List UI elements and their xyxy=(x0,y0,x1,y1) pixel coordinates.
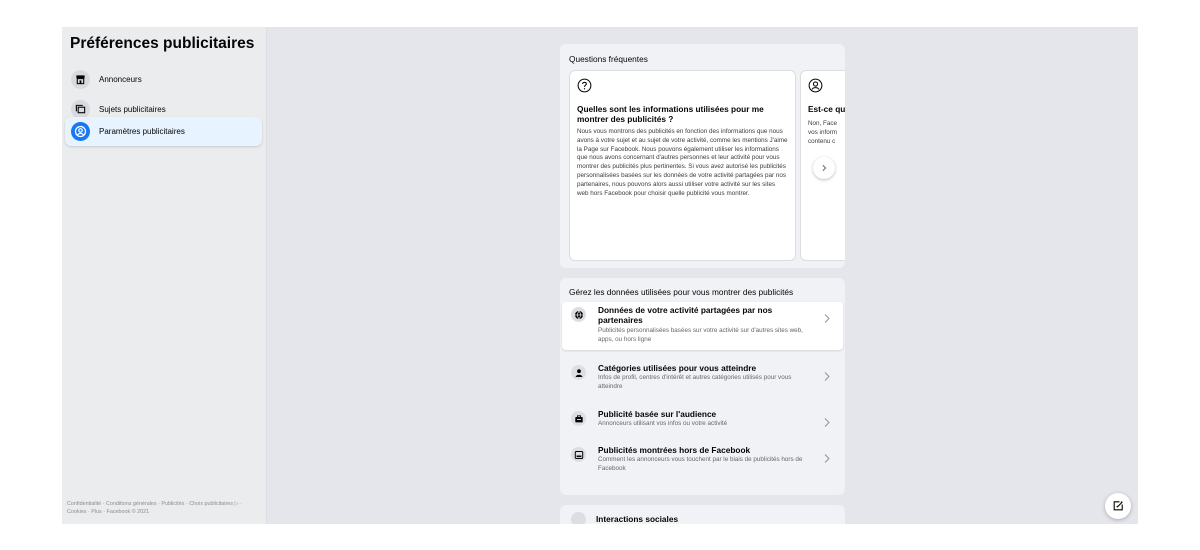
screen-icon xyxy=(571,447,586,462)
sidebar-item-annonceurs[interactable] xyxy=(65,65,262,94)
manage-title: Gérez les données utilisées pour vous montrer des publicités xyxy=(569,287,794,297)
app-window xyxy=(62,27,1138,524)
faq-next-button[interactable] xyxy=(813,157,835,179)
sidebar xyxy=(62,27,267,524)
row-title: Publicité basée sur l'audience xyxy=(598,409,717,419)
sidebar-item-parametres[interactable] xyxy=(65,117,262,146)
social-title: Interactions sociales xyxy=(596,514,679,524)
sidebar-footer[interactable]: Confidentialité · Conditions générales · Publicités · Choix publicitaires ▷ · Cookies · Plus · Facebook © 2021 xyxy=(67,501,242,515)
faq-answer: Nous vous montrons des publicités en fonction des informations que nous avons à votre sujet et au sujet de votre activité, comme les mentions J'aime la Page sur Facebook. Nous pouvons également utiliser les informations que nous avons concernant d'autres personnes et leur activité pour vous montrer des publicités plus pertinentes. Si vous avez autorisé les publicités personnalisées basées sur les données de votre activité partagées par nos partenaires, nous pouvons alors aussi utiliser votre activité sur les sites web hors Facebook pour choisir quelle publicité vous montrer. xyxy=(577,128,788,197)
social-card[interactable] xyxy=(560,505,845,524)
sidebar-item-label: Paramètres publicitaires xyxy=(99,127,185,136)
faq-question: Quelles sont les informations utilisées pour me montrer des publicités ? xyxy=(577,104,764,124)
manage-data-card xyxy=(560,278,845,495)
storefront-icon xyxy=(71,70,90,89)
faq-title: Questions fréquentes xyxy=(569,54,648,64)
row-categories[interactable] xyxy=(562,360,843,398)
row-title: Catégories utilisées pour vous atteindre xyxy=(598,363,757,373)
row-partner-activity[interactable] xyxy=(562,302,843,350)
faq-question: Est-ce qu xyxy=(808,104,845,114)
globe-icon xyxy=(571,307,586,322)
row-audience[interactable] xyxy=(562,406,843,436)
chevron-right-icon xyxy=(823,453,831,464)
compose-button[interactable] xyxy=(1105,493,1131,519)
row-subtitle: Publicités personnalisées basées sur votre activité sur d'autres sites web, apps, ou hors ligne xyxy=(598,327,803,343)
row-title: Publicités montrées hors de Facebook xyxy=(598,445,751,455)
main-content xyxy=(560,44,845,524)
row-subtitle: Comment les annonceurs vous touchent par le biais de publicités hors de Facebook xyxy=(598,456,803,472)
edit-icon xyxy=(1112,500,1124,512)
person-icon xyxy=(571,365,586,380)
faq-answer: Non, Face vos inform contenu c xyxy=(808,120,838,145)
faq-item[interactable] xyxy=(800,70,845,261)
chevron-right-icon xyxy=(823,371,831,382)
row-subtitle: Infos de profil, centres d'intérêt et autres catégories utilisés pour vous atteindre xyxy=(598,374,792,390)
sidebar-item-label: Annonceurs xyxy=(99,75,142,84)
chevron-right-icon xyxy=(820,164,828,172)
faq-card xyxy=(560,44,845,268)
chevron-right-icon xyxy=(823,313,831,324)
sidebar-title: Préférences publicitaires xyxy=(70,35,255,52)
sidebar-item-label: Sujets publicitaires xyxy=(99,105,166,114)
faq-item[interactable] xyxy=(569,70,796,261)
question-circle-icon xyxy=(577,78,592,93)
row-off-facebook[interactable] xyxy=(562,442,843,482)
chevron-right-icon xyxy=(823,417,831,428)
row-title: Données de votre activité partagées par nos partenaires xyxy=(598,305,773,325)
row-subtitle: Annonceurs utilisant vos infos ou votre activité xyxy=(598,420,728,427)
people-icon xyxy=(571,512,586,524)
user-circle-icon xyxy=(71,122,90,141)
user-outline-icon xyxy=(808,78,823,93)
briefcase-icon xyxy=(571,411,586,426)
